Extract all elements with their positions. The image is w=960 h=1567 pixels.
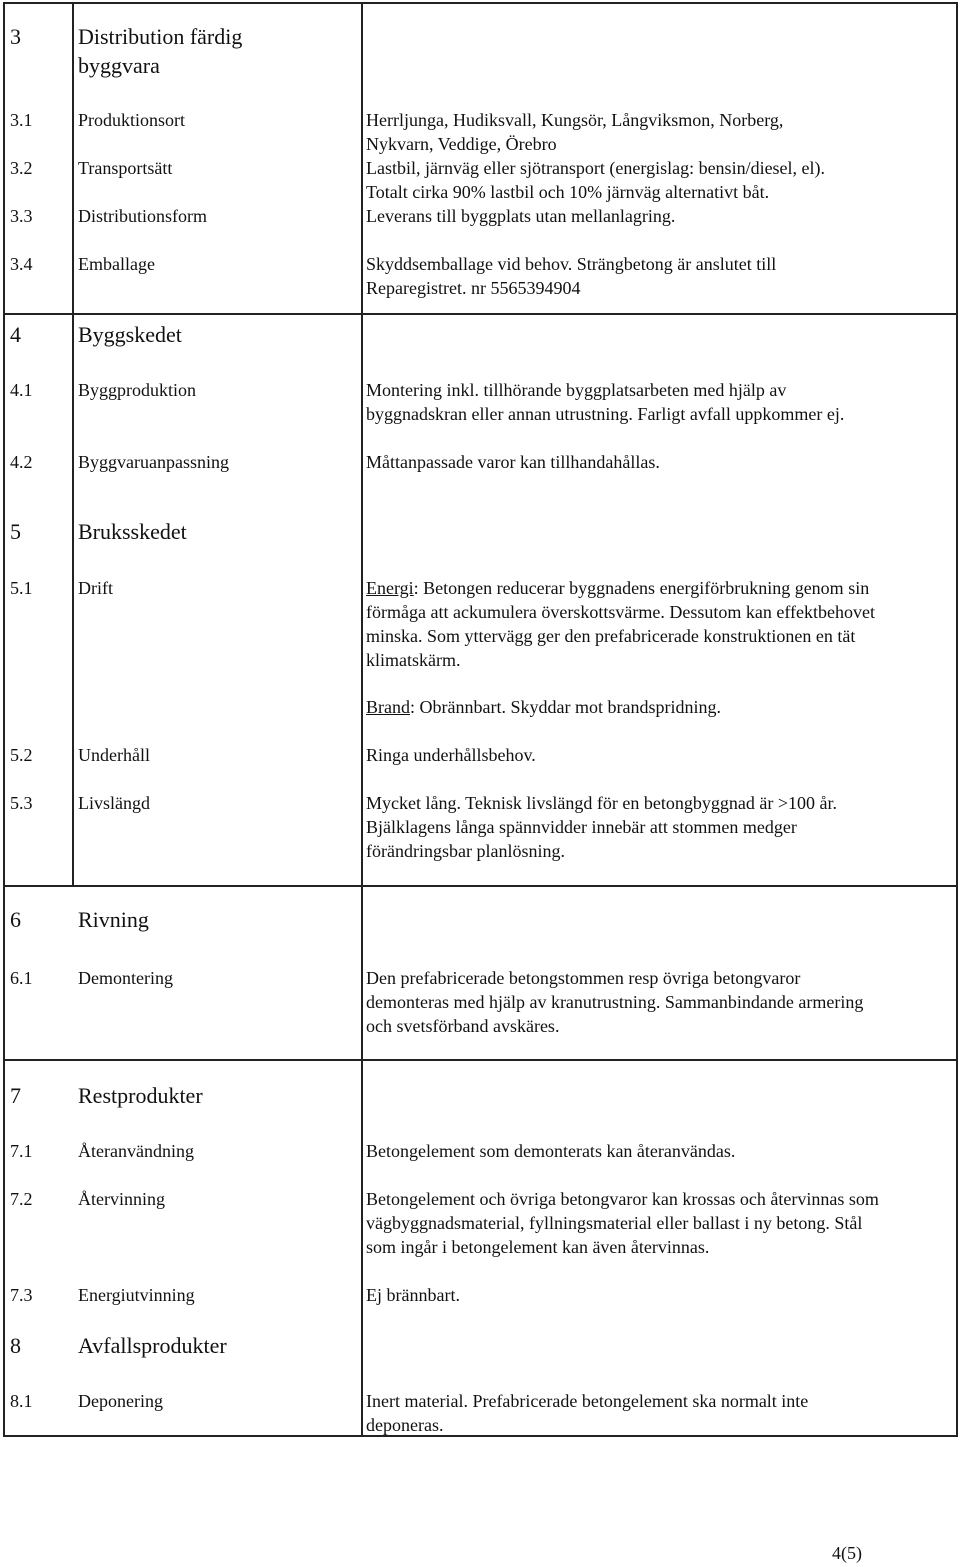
row-text: deponeras. <box>366 1415 444 1435</box>
row-text: Brand: Obrännbart. Skyddar mot brandspridning. <box>366 697 721 717</box>
row-text: Reparegistret. nr 5565394904 <box>366 278 581 298</box>
row-label: Energiutvinning <box>78 1285 195 1305</box>
row-number: 8.1 <box>10 1391 33 1411</box>
section-number: 6 <box>10 907 21 932</box>
fire-keyword: Brand <box>366 697 410 717</box>
row-text: vägbyggnadsmaterial, fyllningsmaterial eller ballast i ny betong. Stål <box>366 1213 863 1233</box>
section-number: 3 <box>10 24 21 49</box>
section-number: 8 <box>10 1333 21 1358</box>
row-number: 3.3 <box>10 206 33 226</box>
row-label: Produktionsort <box>78 110 186 130</box>
row-number: 5.3 <box>10 793 33 813</box>
row-text: Ringa underhållsbehov. <box>366 745 536 765</box>
row-number: 5.2 <box>10 745 33 765</box>
row-label: Byggproduktion <box>78 380 197 400</box>
row-text: Måttanpassade varor kan tillhandahållas. <box>366 452 660 472</box>
row-text: Ej brännbart. <box>366 1285 460 1305</box>
row-text: byggnadskran eller annan utrustning. Farligt avfall uppkommer ej. <box>366 404 845 424</box>
row-label: Livslängd <box>78 793 150 813</box>
section-title: Bruksskedet <box>78 519 187 544</box>
page-number: 4(5) <box>832 1543 862 1563</box>
row-text: Skyddsemballage vid behov. Strängbetong är anslutet till <box>366 254 777 274</box>
row-text: Montering inkl. tillhörande byggplatsarbeten med hjälp av <box>366 380 787 400</box>
row-number: 7.3 <box>10 1285 33 1305</box>
row-label: Byggvaruanpassning <box>78 452 229 472</box>
row-text: Bjälklagens långa spännvidder innebär att stommen medger <box>366 817 797 837</box>
section-number: 4 <box>10 322 21 347</box>
row-label: Emballage <box>78 254 155 274</box>
row-label: Återvinning <box>78 1189 165 1209</box>
section-title: Restprodukter <box>78 1083 203 1108</box>
row-number: 5.1 <box>10 578 33 598</box>
row-text: och svetsförband avskäres. <box>366 1016 560 1036</box>
row-text: Den prefabricerade betongstommen resp övriga betongvaror <box>366 968 801 988</box>
section-title: Distribution färdig <box>78 24 243 49</box>
row-text: klimatskärm. <box>366 650 461 670</box>
row-label: Demontering <box>78 968 173 988</box>
row-text: Betongelement och övriga betongvaror kan krossas och återvinnas som <box>366 1189 879 1209</box>
section-number: 5 <box>10 519 21 544</box>
row-label: Transportsätt <box>78 158 173 178</box>
row-label: Distributionsform <box>78 206 207 226</box>
row-label: Underhåll <box>78 745 150 765</box>
section-title: Rivning <box>78 907 149 932</box>
row-text: minska. Som yttervägg ger den prefabricerade konstruktionen en tät <box>366 626 856 646</box>
row-number: 7.1 <box>10 1141 33 1161</box>
row-text: Mycket lång. Teknisk livslängd för en betongbyggnad är >100 år. <box>366 793 837 813</box>
row-number: 7.2 <box>10 1189 33 1209</box>
row-text: som ingår i betongelement kan även återvinnas. <box>366 1237 710 1257</box>
row-label: Drift <box>78 578 113 598</box>
row-text: Betongelement som demonterats kan återanvändas. <box>366 1141 736 1161</box>
row-text: Totalt cirka 90% lastbil och 10% järnväg alternativt båt. <box>366 182 770 202</box>
row-number: 6.1 <box>10 968 33 988</box>
row-number: 3.1 <box>10 110 33 130</box>
section-title: Avfallsprodukter <box>78 1333 227 1358</box>
row-text: Lastbil, järnväg eller sjötransport (energislag: bensin/diesel, el). <box>366 158 826 178</box>
row-number: 4.2 <box>10 452 33 472</box>
section-number: 7 <box>10 1083 21 1108</box>
section-title: Byggskedet <box>78 322 182 347</box>
row-text: Energi: Betongen reducerar byggnadens energiförbrukning genom sin <box>366 578 870 598</box>
row-text: Inert material. Prefabricerade betongelement ska normalt inte <box>366 1391 809 1411</box>
row-text: Nykvarn, Veddige, Örebro <box>366 134 557 154</box>
row-text: Herrljunga, Hudiksvall, Kungsör, Långviksmon, Norberg, <box>366 110 784 130</box>
row-number: 4.1 <box>10 380 33 400</box>
row-label: Deponering <box>78 1391 163 1411</box>
row-text: förändringsbar planlösning. <box>366 841 565 861</box>
energy-keyword: Energi <box>366 578 414 598</box>
row-number: 3.4 <box>10 254 33 274</box>
row-text: förmåga att ackumulera överskottsvärme. Dessutom kan effektbehovet <box>366 602 875 622</box>
row-text: Leverans till byggplats utan mellanlagring. <box>366 206 676 226</box>
row-text: demonteras med hjälp av kranutrustning. Sammanbindande armering <box>366 992 864 1012</box>
section-title-line2: byggvara <box>78 53 160 78</box>
row-label: Återanvändning <box>78 1141 194 1161</box>
row-number: 3.2 <box>10 158 33 178</box>
